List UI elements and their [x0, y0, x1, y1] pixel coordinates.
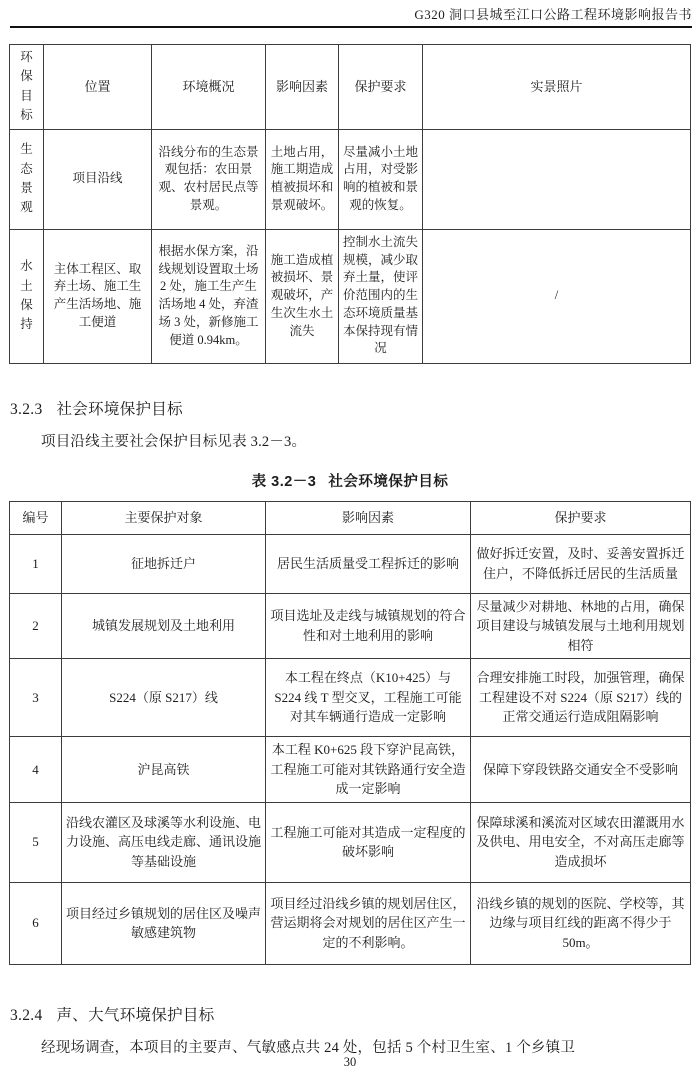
- table-header-row: [10, 45, 691, 130]
- cell-factors: 本工程在终点（K10+425）与 S224 线 T 型交叉，工程施工可能对其车辆通行造成一定影响: [266, 659, 471, 737]
- cell-requirements: 控制水土流失规模，减少取弃土量，使评价范围内的生态环境质量基本保持现有情况: [339, 229, 423, 363]
- cell-id: 2: [10, 593, 62, 659]
- table-row: [10, 229, 691, 363]
- table-caption-label: 表 3.2－3: [251, 473, 317, 490]
- table-row: [10, 802, 691, 882]
- header-rule: [10, 26, 692, 28]
- cell-object: S224（原 S217）线: [62, 659, 266, 737]
- section-heading-323: [10, 397, 690, 419]
- cell-requirements: 保障下穿段铁路交通安全不受影响: [471, 737, 691, 803]
- table-row: [10, 534, 691, 593]
- cell-requirements: 合理安排施工时段，加强管理，确保工程建设不对 S224（原 S217）线的正常交通运行造成阻隔影响: [471, 659, 691, 737]
- cell-location: 项目沿线: [44, 129, 152, 229]
- cell-object: 沪昆高铁: [62, 737, 266, 803]
- table-caption-title: 社会环境保护目标: [328, 473, 449, 490]
- cell-object: 项目经过乡镇规划的居住区及噪声敏感建筑物: [62, 882, 266, 964]
- cell-object: 征地拆迁户: [62, 534, 266, 593]
- cell-location: 主体工程区、取弃土场、施工生产生活场地、施工便道: [44, 229, 152, 363]
- cell-target: 生态景观: [10, 129, 44, 229]
- col-header-target: 环保目标: [10, 45, 44, 130]
- cell-requirements: 尽量减少对耕地、林地的占用，确保项目建设与城镇发展与土地利用规划相符: [471, 593, 691, 659]
- section-title: 社会环境保护目标: [56, 400, 183, 418]
- table-row: [10, 129, 691, 229]
- cell-factors: 本工程 K0+625 段下穿沪昆高铁，工程施工可能对其铁路通行安全造成一定影响: [266, 737, 471, 803]
- page-number: 30: [343, 1055, 357, 1069]
- table-row: [10, 593, 691, 659]
- cell-factors: 工程施工可能对其造成一定程度的破坏影响: [266, 802, 471, 882]
- cell-requirements: 沿线乡镇的规划的医院、学校等，其边缘与项目红线的距离不得少于 50m。: [471, 882, 691, 964]
- col-header-photo: 实景照片: [423, 45, 691, 130]
- cell-factors: 土地占用，施工期造成植被损坏和景观破坏。: [266, 129, 339, 229]
- table-header-row: [10, 501, 691, 534]
- section-324-paragraph: 经现场调查，本项目的主要声、气敏感点共 24 处，包括 5 个村卫生室、1 个乡镇卫: [41, 1039, 576, 1056]
- cell-target: 水土保持: [10, 229, 44, 363]
- section-title: 声、大气环境保护目标: [56, 1006, 215, 1024]
- cell-factors: 居民生活质量受工程拆迁的影响: [266, 534, 471, 593]
- table-row: [10, 737, 691, 803]
- cell-id: 3: [10, 659, 62, 737]
- table-caption: [0, 470, 700, 491]
- cell-photo: [423, 129, 691, 229]
- cell-photo: /: [423, 229, 691, 363]
- table-row: [10, 882, 691, 964]
- col-header-id: 编号: [10, 501, 62, 534]
- col-header-overview: 环境概况: [152, 45, 266, 130]
- cell-requirements: 做好拆迁安置，及时、妥善安置拆迁住户，不降低拆迁居民的生活质量: [471, 534, 691, 593]
- col-header-requirements: 保护要求: [471, 501, 691, 534]
- cell-overview: 沿线分布的生态景观包括：农田景观、农村居民点等景观。: [152, 129, 266, 229]
- cell-object: 城镇发展规划及土地利用: [62, 593, 266, 659]
- section-number: 3.2.3: [10, 400, 43, 418]
- cell-object: 沿线农灌区及球溪等水利设施、电力设施、高压电线走廊、通讯设施等基础设施: [62, 802, 266, 882]
- running-header-title: G320 洞口县城至江口公路工程环境影响报告书: [414, 7, 692, 22]
- col-header-factors: 影响因素: [266, 501, 471, 534]
- col-header-location: 位置: [44, 45, 152, 130]
- col-header-factors: 影响因素: [266, 45, 339, 130]
- cell-id: 6: [10, 882, 62, 964]
- cell-factors: 项目经过沿线乡镇的规划居住区，营运期将会对规划的居住区产生一定的不利影响。: [266, 882, 471, 964]
- section-heading-324: [10, 1003, 690, 1025]
- col-header-object: 主要保护对象: [62, 501, 266, 534]
- section-323-paragraph: 项目沿线主要社会保护目标见表 3.2－3。: [41, 433, 307, 450]
- table-row: [10, 659, 691, 737]
- cell-id: 4: [10, 737, 62, 803]
- cell-overview: 根据水保方案，沿线规划设置取土场 2 处，施工生产生活场地 4 处，弃渣场 3 处，新修施工便道 0.94km。: [152, 229, 266, 363]
- social-protection-targets-table: [9, 501, 691, 965]
- cell-requirements: 尽量减小土地占用，对受影响的植被和景观的恢复。: [339, 129, 423, 229]
- env-protection-targets-table: [9, 44, 691, 364]
- section-number: 3.2.4: [10, 1006, 43, 1024]
- col-header-requirements: 保护要求: [339, 45, 423, 130]
- cell-requirements: 保障球溪和溪流对区域农田灌溉用水及供电、用电安全，不对高压走廊等造成损坏: [471, 802, 691, 882]
- cell-id: 1: [10, 534, 62, 593]
- cell-factors: 项目选址及走线与城镇规划的符合性和对土地利用的影响: [266, 593, 471, 659]
- cell-factors: 施工造成植被损坏、景观破坏，产生次生水土流失: [266, 229, 339, 363]
- cell-id: 5: [10, 802, 62, 882]
